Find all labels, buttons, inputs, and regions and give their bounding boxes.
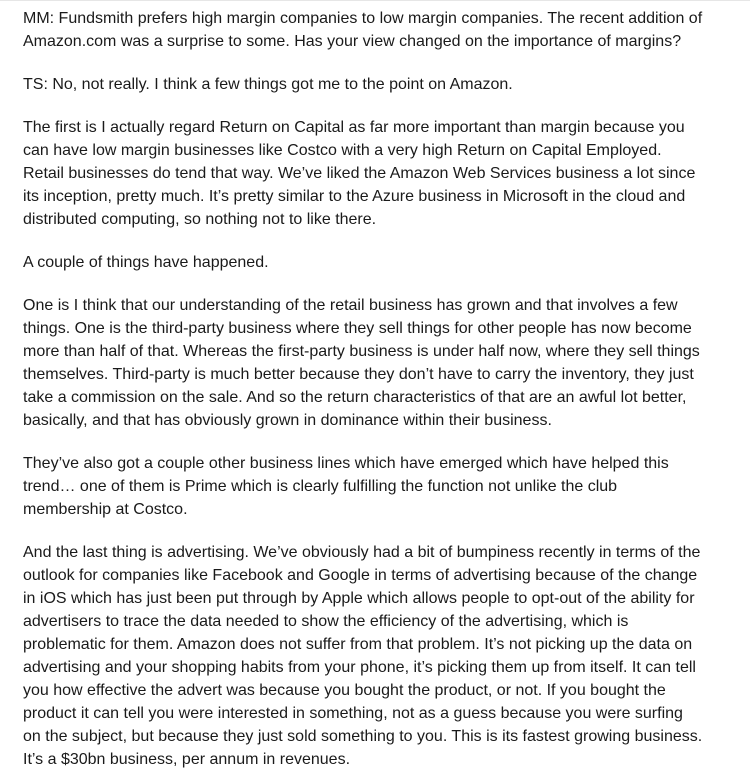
- document-body: [23, 0, 740, 768]
- text-line: The first is I actually regard Return on Capital as far more important than margin because you: [23, 119, 685, 136]
- text-line: product it can tell you were interested in something, not as a guess because you were surfing: [23, 705, 683, 722]
- advertising-paragraph: [23, 541, 740, 768]
- text-line: its inception, pretty much. It’s pretty similar to the Azure business in Microsoft in the cloud and: [23, 188, 686, 205]
- text-line: advertising and your shopping habits from your phone, it’s picking them up from itself. It can tell: [23, 659, 696, 676]
- text-line: trend… one of them is Prime which is clearly fulfilling the function not unlike the club: [23, 478, 618, 495]
- text-line: MM: Fundsmith prefers high margin companies to low margin companies. The recent addition of: [23, 10, 703, 27]
- text-line: in iOS which has just been put through by Apple which allows people to opt-out of the ability for: [23, 590, 695, 607]
- text-line: Amazon.com was a surprise to some. Has your view changed on the importance of margins?: [23, 33, 682, 50]
- text-line: problematic for them. Amazon does not suffer from that problem. It’s not picking up the data on: [23, 636, 693, 653]
- text-line: TS: No, not really. I think a few things got me to the point on Amazon.: [23, 76, 513, 93]
- text-line: They’ve also got a couple other business lines which have emerged which have helped this: [23, 455, 669, 472]
- text-line: It’s a $30bn business, per annum in revenues.: [23, 751, 351, 768]
- text-line: membership at Costco.: [23, 501, 188, 518]
- text-line: One is I think that our understanding of the retail business has grown and that involves a few: [23, 297, 678, 314]
- text-line: you how effective the advert was because you bought the product, or not. If you bought the: [23, 682, 666, 699]
- text-line: can have low margin businesses like Costco with a very high Return on Capital Employed.: [23, 142, 662, 159]
- retail-business-paragraph: [23, 294, 740, 432]
- text-line: basically, and that has obviously grown in dominance within their business.: [23, 412, 552, 429]
- text-line: things. One is the third-party business where they sell things for other people has now become: [23, 320, 692, 337]
- text-line: Retail businesses do tend that way. We’ve liked the Amazon Web Services business a lot since: [23, 165, 696, 182]
- answer-intro-paragraph: [23, 73, 740, 96]
- return-on-capital-paragraph: [23, 116, 740, 231]
- top-divider: [0, 0, 750, 1]
- text-line: more than half of that. Whereas the first-party business is under half now, where they sell things: [23, 343, 700, 360]
- transition-paragraph: [23, 251, 740, 274]
- question-paragraph: [23, 7, 740, 53]
- text-line: take a commission on the sale. And so the return characteristics of that are an awful lot better,: [23, 389, 687, 406]
- text-line: themselves. Third-party is much better because they don’t have to carry the inventory, they just: [23, 366, 694, 383]
- text-line: on the subject, but because they just sold something to you. This is its fastest growing business.: [23, 728, 703, 745]
- text-line: advertisers to trace the data needed to show the efficiency of the advertising, which is: [23, 613, 629, 630]
- text-line: And the last thing is advertising. We’ve obviously had a bit of bumpiness recently in terms of the: [23, 544, 701, 561]
- prime-paragraph: [23, 452, 740, 521]
- text-line: distributed computing, so nothing not to like there.: [23, 211, 377, 228]
- text-line: A couple of things have happened.: [23, 254, 269, 271]
- text-line: outlook for companies like Facebook and Google in terms of advertising because of the change: [23, 567, 698, 584]
